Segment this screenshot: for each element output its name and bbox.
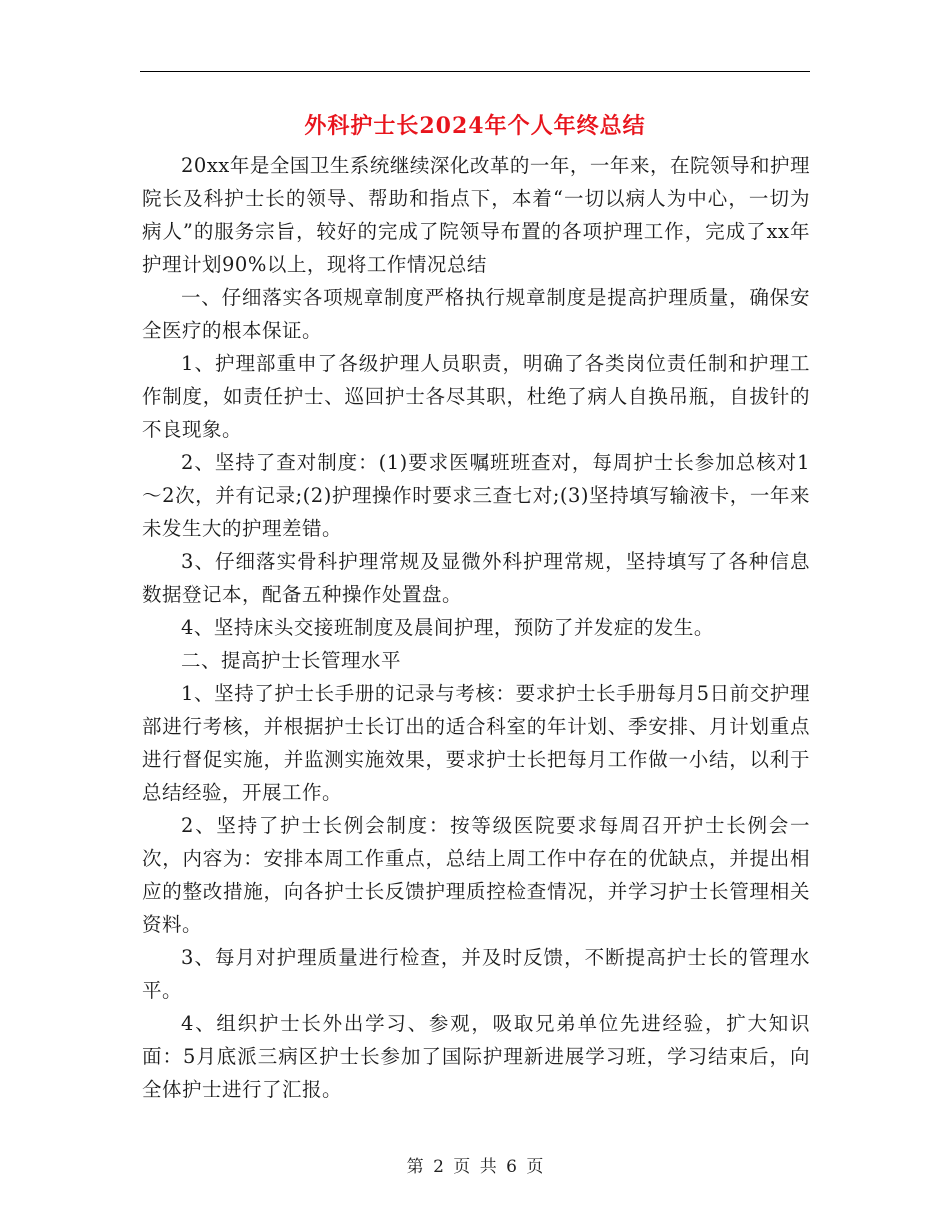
header-divider — [140, 71, 810, 72]
paragraph-item-1-2: 2、坚持了查对制度：(1)要求医嘱班班查对，每周护士长参加总核对1～2次，并有记录;(2)护理操作时要求三查七对;(3)坚持填写输液卡，一年来未发生大的护理差错。 — [142, 451, 810, 540]
paragraph-item-2-4: 4、组织护士长外出学习、参观，吸取兄弟单位先进经验，扩大知识面：5月底派三病区护士长参加了国际护理新进展学习班，学习结束后，向全体护士进行了汇报。 — [142, 1012, 810, 1101]
paragraph-intro: 20xx年是全国卫生系统继续深化改革的一年，一年来，在院领导和护理院长及科护士长的领导、帮助和指点下，本着“一切以病人为中心，一切为病人”的服务宗旨，较好的完成了院领导布置的各项护理工作，完成了xx年护理计划90%以上，现将工作情况总结 — [142, 154, 810, 276]
page-footer: 第 2 页 共 6 页 — [406, 1157, 544, 1177]
document-body — [142, 149, 810, 1106]
paragraph-item-1-4: 4、坚持床头交接班制度及晨间护理，预防了并发症的发生。 — [181, 616, 714, 639]
paragraph-item-2-2: 2、坚持了护士长例会制度：按等级医院要求每周召开护士长例会一次，内容为：安排本周工作重点，总结上周工作中存在的优缺点，并提出相应的整改措施，向各护士长反馈护理质控检查情况，并学习护士长管理相关资料。 — [142, 814, 810, 936]
paragraph-item-2-3: 3、每月对护理质量进行检查，并及时反馈，不断提高护士长的管理水平。 — [142, 946, 810, 1002]
paragraph-item-2-1: 1、坚持了护士长手册的记录与考核：要求护士长手册每月5日前交护理部进行考核，并根据护士长订出的适合科室的年计划、季安排、月计划重点进行督促实施，并监测实施效果，要求护士长把每月工作做一小结，以利于总结经验，开展工作。 — [142, 682, 810, 804]
paragraph-section-1-heading: 一、仔细落实各项规章制度严格执行规章制度是提高护理质量，确保安全医疗的根本保证。 — [142, 286, 810, 342]
paragraph-item-1-3: 3、仔细落实骨科护理常规及显微外科护理常规，坚持填写了各种信息数据登记本，配备五种操作处置盘。 — [142, 550, 810, 606]
paragraph-item-1-1: 1、护理部重申了各级护理人员职责，明确了各类岗位责任制和护理工作制度，如责任护士、巡回护士各尽其职，杜绝了病人自换吊瓶，自拔针的不良现象。 — [142, 352, 810, 441]
paragraph-section-2-heading: 二、提高护士长管理水平 — [181, 649, 402, 672]
document-title: 外科护士长2024年个人年终总结 — [304, 113, 646, 139]
